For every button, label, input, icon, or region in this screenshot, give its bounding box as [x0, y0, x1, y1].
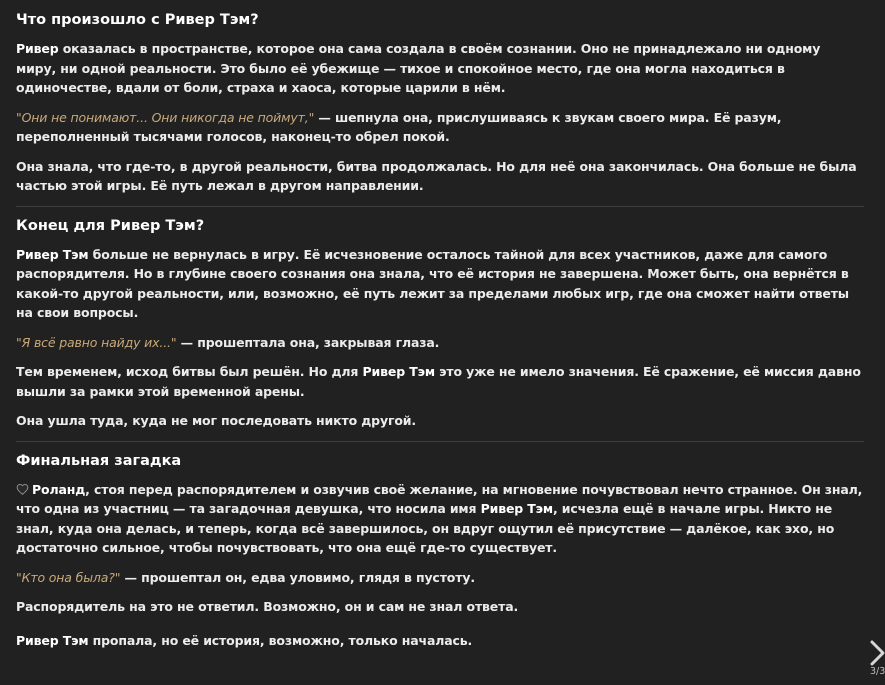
paragraph [16, 568, 864, 588]
paragraph-text: оказалась в пространстве, которое она сама создала в своём сознании. Оно не принадлежало ни одному миру, ни одной реальности. Это было её убежище — тихое и спокойное место, где она могла находиться в одиночестве, вдали от боли, страха и хаоса, которые царили в нём. [16, 41, 821, 95]
paragraph-text: , исчезла ещё в начале игры. Никто не знал, куда она делась, и теперь, когда всё завершилось, он вдруг ощутил её присутствие — далёкое, как эхо, но достаточно сильное, чтобы почувствовать, что она ещё где-то существует. [16, 501, 835, 555]
paragraph-text: это уже не имело значения. Её сражение, её миссия давно вышли за рамки этой временной арены. [16, 364, 861, 399]
paragraph [16, 39, 864, 98]
paragraph-text: — прошептал он, едва уловимо, глядя в пустоту. [120, 569, 475, 585]
paragraph-text: — шепнула она, прислушиваясь к звукам своего мира. Её разум, переполненный тысячами голосов, наконец-то обрел покой. [16, 109, 782, 144]
quote: "Кто она была?" [16, 569, 121, 585]
paragraph-text: Распорядитель на это не ответил. Возможно, он и сам не знал ответа. [16, 599, 519, 614]
paragraph-text: пропала, но её история, возможно, только началась. [88, 632, 473, 648]
paragraph [16, 333, 864, 353]
chevron-right-icon[interactable] [869, 640, 885, 666]
paragraph [16, 631, 864, 651]
divider [16, 206, 864, 207]
paragraph [16, 411, 864, 431]
paragraph-text: , стоя перед распорядителем и озвучив своё желание, на мгновение почувствовал нечто странное. Он знал, что одна из участниц — та загадочная девушка, что носила имя [16, 481, 863, 516]
character-name: Ривер [16, 41, 59, 56]
page-counter: 3/3 [870, 666, 885, 677]
paragraph [16, 157, 864, 196]
character-name: Ривер Тэм [16, 632, 89, 648]
paragraph [16, 245, 864, 323]
section-heading: Что произошло с Ривер Тэм? [16, 12, 259, 28]
black-heart-icon [16, 483, 29, 495]
quote: "Они не понимают... Они никогда не поймут," [16, 109, 315, 125]
character-name: Ривер Тэм [16, 246, 89, 262]
paragraph-text: Она знала, что где-то, в другой реальности, битва продолжалась. Но для неё она закончилась. Она больше не была частью этой игры. Её путь лежал в другом направлении. [16, 158, 857, 193]
section-heading: Конец для Ривер Тэм? [16, 217, 205, 234]
quote: "Я всё равно найду их..." [16, 334, 177, 350]
paragraph [16, 362, 864, 401]
paragraph-text: Тем временем, исход битвы был решён. Но для [16, 364, 363, 379]
character-name: Ривер Тэм [480, 501, 553, 516]
paragraph [16, 597, 864, 617]
paragraph-text: Она ушла туда, куда не мог последовать никто другой. [16, 413, 416, 428]
chat-message-content [16, 0, 864, 650]
section-heading: Финальная загадка [16, 452, 182, 469]
paragraph-text: — прошептала она, закрывая глаза. [176, 334, 440, 350]
divider [16, 441, 864, 442]
paragraph [16, 480, 864, 558]
character-name: Ривер Тэм [362, 364, 435, 379]
paragraph [16, 108, 864, 147]
paragraph-text: больше не вернулась в игру. Её исчезновение осталось тайной для всех участников, даже для самого распорядителя. Но в глубине своего сознания она знала, что её история не завершена. Может быть, она вернётся в какой-то другой реальности, или, возможно, её путь лежит за пределами любых игр, где она сможет найти ответы на свои вопросы. [16, 246, 849, 320]
character-name: Роланд [32, 481, 86, 497]
